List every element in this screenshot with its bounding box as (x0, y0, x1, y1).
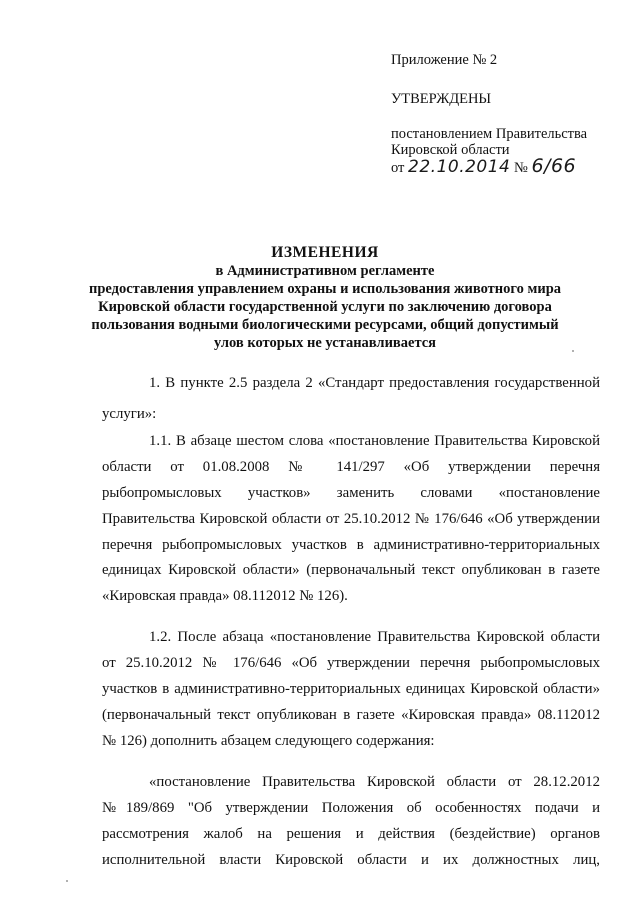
body-line: «постановление Правительства Кировской области от 28.12.2012 (149, 774, 600, 790)
body-line: единицах Кировской области» (первоначальный текст опубликован в газете (102, 562, 600, 578)
decree-date-line (391, 155, 577, 177)
decree-line-2: Кировской области (391, 142, 510, 158)
body-line: рассмотрения жалоб на решения и действия (бездействие) органов (102, 826, 600, 842)
body-line: (первоначальный текст опубликован в газете «Кировская правда» 08.112012 (102, 707, 600, 723)
body-line: от 25.10.2012 № 176/646 «Об утверждении перечня рыбопромысловых (102, 655, 600, 671)
appendix-label: Приложение № 2 (391, 52, 498, 68)
scan-speck (66, 880, 68, 882)
title-line: пользования водными биологическими ресурсами, общий допустимый (91, 317, 559, 333)
body-line: исполнительной власти Кировской области и их должностных лиц, (102, 852, 600, 868)
handwritten-number: 6/66 (531, 155, 577, 177)
body-line: «Кировская правда» 08.112012 № 126). (102, 588, 348, 604)
title-line: предоставления управлением охраны и использования животного мира (88, 281, 562, 297)
body-line: 1.2. После абзаца «постановление Правительства Кировской области (149, 629, 600, 645)
body-line: участков в административно-территориальных единицах Кировской области» (102, 681, 600, 697)
body-line: №189/869 "Об утверждении Положения об особенностях подачи и (102, 800, 600, 816)
body-line: Правительства Кировской области от 25.10.2012 № 176/646 «Об утверждении (102, 511, 600, 527)
document-title (80, 244, 570, 352)
body-line: области от 01.08.2008 № 141/297 «Об утверждении перечня (102, 459, 600, 475)
decree-number-sign: № (514, 160, 528, 176)
body-line: 1. В пункте 2.5 раздела 2 «Стандарт предоставления государственной (149, 375, 600, 391)
handwritten-date: 22.10.2014 (408, 157, 511, 177)
decree-line-1: постановлением Правительства (391, 126, 588, 142)
decree-prefix: от (391, 160, 405, 176)
title-main: ИЗМЕНЕНИЯ (271, 244, 379, 261)
body-line: 1.1. В абзаце шестом слова «постановление Правительства Кировской (149, 433, 600, 449)
body-line: рыбопромысловых участков» заменить словами «постановление (102, 485, 600, 501)
body-line: № 126) дополнить абзацем следующего содержания: (102, 733, 435, 749)
scan-speck (572, 350, 574, 352)
body-line: услуги»: (102, 406, 157, 422)
body-line: перечня рыбопромысловых участков в административно-территориальных (102, 537, 600, 553)
title-line: улов которых не устанавливается (213, 335, 437, 351)
title-line: Кировской области государственной услуги по заключению договора (98, 299, 552, 315)
title-line: в Административном регламенте (215, 263, 435, 279)
approved-label: УТВЕРЖДЕНЫ (391, 91, 492, 107)
